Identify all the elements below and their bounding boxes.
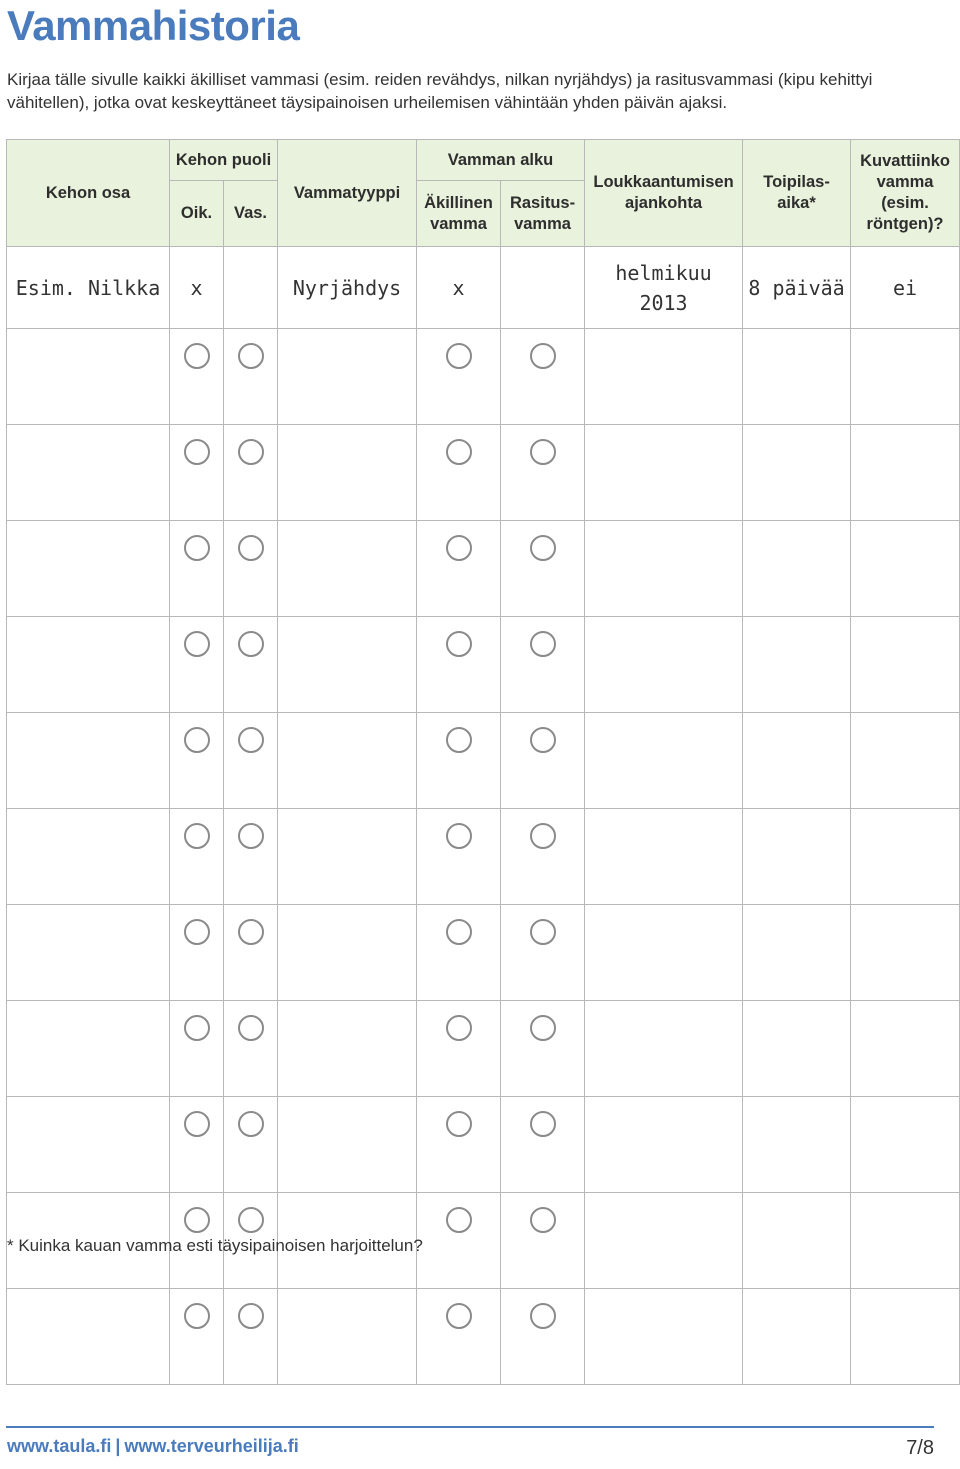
left-cell [224, 905, 278, 1001]
header-onset: Vamman alku [417, 140, 585, 181]
recovery-cell[interactable] [743, 809, 851, 905]
header-side: Kehon puoli [170, 140, 278, 181]
imaged-cell[interactable] [851, 905, 960, 1001]
body-part-cell[interactable] [7, 425, 170, 521]
date-cell[interactable] [585, 1193, 743, 1289]
footnote: * Kuinka kauan vamma esti täysipainoisen harjoittelun? [7, 1236, 423, 1255]
imaged-cell[interactable] [851, 809, 960, 905]
right-cell [170, 713, 224, 809]
table-row [7, 809, 960, 905]
overuse-checkbox[interactable] [530, 631, 556, 657]
acute-cell [417, 905, 501, 1001]
body-part-cell[interactable] [7, 521, 170, 617]
overuse-cell [501, 521, 585, 617]
right-checkbox[interactable] [184, 343, 210, 369]
body-part-cell[interactable] [7, 1289, 170, 1385]
acute-checkbox[interactable] [446, 631, 472, 657]
example-injury-type: Nyrjähdys [278, 247, 417, 329]
left-cell [224, 617, 278, 713]
date-cell[interactable] [585, 1289, 743, 1385]
table-row [7, 713, 960, 809]
right-cell [170, 1001, 224, 1097]
example-body-part: Esim. Nilkka [7, 247, 170, 329]
imaged-cell[interactable] [851, 1289, 960, 1385]
header-imaged: Kuvattiinko vamma (esim. röntgen)? [851, 140, 960, 247]
injury-history-table [6, 139, 960, 1385]
overuse-checkbox[interactable] [530, 1207, 556, 1233]
table-row [7, 1001, 960, 1097]
example-row [7, 247, 960, 329]
header-left: Vas. [224, 181, 278, 247]
body-part-cell[interactable] [7, 905, 170, 1001]
body-part-cell[interactable] [7, 329, 170, 425]
left-checkbox[interactable] [238, 1303, 264, 1329]
link-taula[interactable]: www.taula.fi [7, 1436, 112, 1456]
date-cell[interactable] [585, 617, 743, 713]
left-cell [224, 425, 278, 521]
overuse-checkbox[interactable] [530, 439, 556, 465]
overuse-checkbox[interactable] [530, 343, 556, 369]
imaged-cell[interactable] [851, 521, 960, 617]
acute-cell [417, 809, 501, 905]
injury-type-cell[interactable] [278, 905, 417, 1001]
footer-links [7, 1436, 299, 1457]
right-cell [170, 425, 224, 521]
left-cell [224, 1097, 278, 1193]
right-checkbox[interactable] [184, 535, 210, 561]
page-title: Vammahistoria [7, 2, 300, 49]
left-checkbox[interactable] [238, 1015, 264, 1041]
overuse-checkbox[interactable] [530, 919, 556, 945]
example-right: x [170, 247, 224, 329]
overuse-cell [501, 1193, 585, 1289]
left-checkbox[interactable] [238, 1207, 264, 1233]
overuse-checkbox[interactable] [530, 535, 556, 561]
acute-checkbox[interactable] [446, 343, 472, 369]
table-row [7, 425, 960, 521]
left-checkbox[interactable] [238, 631, 264, 657]
recovery-cell[interactable] [743, 1193, 851, 1289]
header-date: Loukkaantumisen ajankohta [585, 140, 743, 247]
overuse-cell [501, 905, 585, 1001]
date-cell[interactable] [585, 905, 743, 1001]
overuse-cell [501, 425, 585, 521]
overuse-cell [501, 617, 585, 713]
left-checkbox[interactable] [238, 823, 264, 849]
date-cell[interactable] [585, 1001, 743, 1097]
overuse-checkbox[interactable] [530, 823, 556, 849]
right-checkbox[interactable] [184, 1207, 210, 1233]
table-row [7, 329, 960, 425]
overuse-checkbox[interactable] [530, 1303, 556, 1329]
right-checkbox[interactable] [184, 1015, 210, 1041]
recovery-cell[interactable] [743, 1097, 851, 1193]
header-body-part: Kehon osa [7, 140, 170, 247]
right-cell [170, 905, 224, 1001]
right-checkbox[interactable] [184, 1111, 210, 1137]
acute-cell [417, 521, 501, 617]
example-acute: x [417, 247, 501, 329]
example-imaged: ei [851, 247, 960, 329]
acute-cell [417, 713, 501, 809]
left-checkbox[interactable] [238, 535, 264, 561]
date-cell[interactable] [585, 713, 743, 809]
overuse-cell [501, 1001, 585, 1097]
acute-checkbox[interactable] [446, 919, 472, 945]
acute-cell [417, 1193, 501, 1289]
right-checkbox[interactable] [184, 1303, 210, 1329]
example-left [224, 247, 278, 329]
left-checkbox[interactable] [238, 919, 264, 945]
overuse-checkbox[interactable] [530, 727, 556, 753]
right-cell [170, 521, 224, 617]
body-part-cell[interactable] [7, 1001, 170, 1097]
left-checkbox[interactable] [238, 1111, 264, 1137]
acute-checkbox[interactable] [446, 535, 472, 561]
recovery-cell[interactable] [743, 329, 851, 425]
acute-checkbox[interactable] [446, 1015, 472, 1041]
injury-type-cell[interactable] [278, 1001, 417, 1097]
right-cell [170, 1097, 224, 1193]
injury-type-cell[interactable] [278, 329, 417, 425]
acute-cell [417, 617, 501, 713]
left-checkbox[interactable] [238, 439, 264, 465]
example-overuse [501, 247, 585, 329]
acute-checkbox[interactable] [446, 727, 472, 753]
injury-type-cell[interactable] [278, 1097, 417, 1193]
imaged-cell[interactable] [851, 617, 960, 713]
left-cell [224, 713, 278, 809]
acute-cell [417, 425, 501, 521]
recovery-cell[interactable] [743, 713, 851, 809]
injury-type-cell[interactable] [278, 1289, 417, 1385]
header-acute: Äkillinen vamma [417, 181, 501, 247]
recovery-cell[interactable] [743, 905, 851, 1001]
acute-cell [417, 1001, 501, 1097]
overuse-cell [501, 1097, 585, 1193]
page-number: 7/8 [906, 1437, 934, 1459]
left-cell [224, 329, 278, 425]
recovery-cell[interactable] [743, 425, 851, 521]
date-cell[interactable] [585, 1097, 743, 1193]
right-cell [170, 809, 224, 905]
example-date: helmikuu 2013 [585, 247, 743, 329]
left-cell [224, 1289, 278, 1385]
acute-checkbox[interactable] [446, 1207, 472, 1233]
injury-type-cell[interactable] [278, 713, 417, 809]
imaged-cell[interactable] [851, 1001, 960, 1097]
date-cell[interactable] [585, 329, 743, 425]
acute-cell [417, 1289, 501, 1385]
header-injury-type: Vammatyyppi [278, 140, 417, 247]
date-cell[interactable] [585, 809, 743, 905]
overuse-cell [501, 329, 585, 425]
right-cell [170, 617, 224, 713]
footer-separator: | [115, 1436, 121, 1456]
recovery-cell[interactable] [743, 617, 851, 713]
right-checkbox[interactable] [184, 823, 210, 849]
injury-type-cell[interactable] [278, 425, 417, 521]
left-cell [224, 809, 278, 905]
imaged-cell[interactable] [851, 713, 960, 809]
table-row [7, 905, 960, 1001]
header-right: Oik. [170, 181, 224, 247]
right-checkbox[interactable] [184, 439, 210, 465]
recovery-cell[interactable] [743, 1289, 851, 1385]
imaged-cell[interactable] [851, 1097, 960, 1193]
left-checkbox[interactable] [238, 343, 264, 369]
left-cell [224, 1001, 278, 1097]
imaged-cell[interactable] [851, 1193, 960, 1289]
right-checkbox[interactable] [184, 631, 210, 657]
date-cell[interactable] [585, 521, 743, 617]
table-row [7, 1289, 960, 1385]
table-row [7, 617, 960, 713]
header-recovery: Toipilas-aika* [743, 140, 851, 247]
right-checkbox[interactable] [184, 727, 210, 753]
imaged-cell[interactable] [851, 425, 960, 521]
table-row [7, 1097, 960, 1193]
table-row [7, 521, 960, 617]
acute-checkbox[interactable] [446, 1111, 472, 1137]
injury-type-cell[interactable] [278, 809, 417, 905]
overuse-checkbox[interactable] [530, 1111, 556, 1137]
right-checkbox[interactable] [184, 919, 210, 945]
overuse-checkbox[interactable] [530, 1015, 556, 1041]
recovery-cell[interactable] [743, 1001, 851, 1097]
date-cell[interactable] [585, 425, 743, 521]
overuse-cell [501, 713, 585, 809]
imaged-cell[interactable] [851, 329, 960, 425]
right-cell [170, 329, 224, 425]
body-part-cell[interactable] [7, 617, 170, 713]
left-checkbox[interactable] [238, 727, 264, 753]
header-overuse: Rasitus-vamma [501, 181, 585, 247]
acute-checkbox[interactable] [446, 823, 472, 849]
acute-cell [417, 329, 501, 425]
footer-rule [6, 1426, 934, 1428]
body-part-cell[interactable] [7, 713, 170, 809]
left-cell [224, 521, 278, 617]
example-recovery: 8 päivää [743, 247, 851, 329]
acute-checkbox[interactable] [446, 439, 472, 465]
overuse-cell [501, 809, 585, 905]
table-body [7, 247, 960, 1385]
overuse-cell [501, 1289, 585, 1385]
intro-text: Kirjaa tälle sivulle kaikki äkilliset vammasi (esim. reiden revähdys, nilkan nyrjähdys) ja rasitusvammasi (kipu kehittyi vähitellen), jotka ovat keskeyttäneet täysipainoisen urheilemisen vähintään yhden päivän ajaksi. [7, 70, 873, 112]
acute-checkbox[interactable] [446, 1303, 472, 1329]
injury-type-cell[interactable] [278, 617, 417, 713]
recovery-cell[interactable] [743, 521, 851, 617]
injury-type-cell[interactable] [278, 521, 417, 617]
right-cell [170, 1289, 224, 1385]
link-terveurheilija[interactable]: www.terveurheilija.fi [124, 1436, 299, 1456]
body-part-cell[interactable] [7, 809, 170, 905]
body-part-cell[interactable] [7, 1097, 170, 1193]
acute-cell [417, 1097, 501, 1193]
